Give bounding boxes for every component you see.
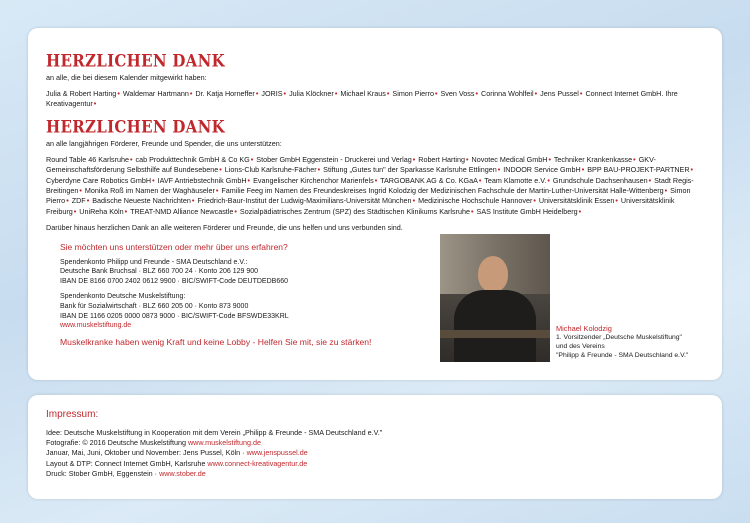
bullet-separator: • [648, 175, 652, 185]
bullet-separator: • [283, 89, 287, 98]
bank-account-1: Spendenkonto Philipp und Freunde - SMA Deutschland e.V.: Deutsche Bank Bruchsal · BLZ 660 700 24 · Konto 206 129 900 IBAN DE 8166 0700 2402 0612 9900 · BIC/SWIFT-Code DEUTDEDB660 [60, 258, 289, 285]
list-item: GKV-Gemeinschaftsförderung Selbsthilfe auf Bundesebene [46, 154, 656, 175]
bullet-separator: • [247, 175, 251, 185]
list-item: Lions-Club Karlsruhe-Fächer [224, 165, 317, 175]
thanks-subtitle-2: an alle langjährigen Förderer, Freunde und Spender, die uns unterstützen: [46, 138, 282, 148]
bullet-separator: • [664, 186, 668, 196]
thanks-heading-1: HERZLICHEN DANK [46, 50, 225, 71]
bullet-separator: • [191, 196, 195, 206]
bullet-separator: • [374, 175, 378, 185]
bullet-separator: • [578, 206, 582, 216]
list-item: Universitätsklinik Essen [538, 196, 615, 206]
list-item: TREAT-NMD Alliance Newcastle [130, 206, 234, 216]
list-item: Waldemar Hartmann [122, 89, 189, 98]
bullet-separator: • [534, 89, 538, 98]
bullet-separator: • [475, 89, 478, 98]
bullet-separator: • [219, 165, 222, 175]
list-item: JORIS [261, 89, 283, 98]
bullet-separator: • [117, 89, 120, 98]
bullet-separator: • [334, 89, 338, 98]
caption-name: Michael Kolodzig [556, 324, 612, 333]
list-item: Evangelischer Kirchenchor Marienfels [253, 175, 374, 185]
list-item: TARGOBANK AG & Co. KGaA [380, 175, 478, 185]
bullet-separator: • [581, 165, 585, 175]
bullet-separator: • [152, 175, 155, 185]
slogan: Muskelkranke haben wenig Kraft und keine Lobby - Helfen Sie mit, sie zu stärken! [60, 336, 372, 347]
list-item: Grundschule Dachsenhausen [552, 175, 648, 185]
connect-link[interactable]: www.connect-kreativagentur.de [207, 458, 308, 468]
list-item: IAVF Antriebstechnik GmbH [157, 175, 247, 185]
list-item: Monika Roß im Namen der Waghäuseler [84, 186, 215, 196]
list-item: Connect Internet GmbH. Ihre Kreativagentur [46, 89, 678, 109]
closing-text: Darüber hinaus herzlichen Dank an alle weiteren Förderer und Freunde, die uns helfen und uns verbunden sind. [46, 223, 403, 233]
bullet-separator: • [255, 89, 259, 98]
list-item: Julia & Robert Harting [46, 89, 117, 98]
list-item: Novotec Medical GmbH [471, 154, 548, 164]
bullet-separator: • [189, 89, 193, 98]
bullet-separator: • [86, 196, 90, 206]
bullet-separator: • [93, 99, 97, 109]
list-item: Cyberdyne Care Robotics GmbH [46, 175, 152, 185]
list-item: UniReha Köln [79, 206, 124, 216]
bullet-separator: • [690, 165, 694, 175]
supporters-list [46, 155, 704, 217]
bullet-separator: • [533, 196, 536, 206]
bullet-separator: • [79, 186, 82, 196]
bullet-separator: • [478, 175, 482, 185]
bullet-separator: • [412, 154, 416, 164]
bullet-separator: • [73, 206, 77, 216]
list-item: Simon Pierro [46, 186, 691, 206]
list-item: cab Produkttechnik GmbH & Co KG [135, 154, 250, 164]
list-item: Techniker Krankenkasse [553, 154, 633, 164]
list-item: Robert Harting [418, 154, 465, 164]
list-item: Julia Klöckner [289, 89, 334, 98]
imprint-card [28, 395, 722, 499]
portrait-photo [440, 234, 550, 362]
list-item: Corinna Wohlfeil [481, 89, 534, 98]
list-item: Simon Pierro [392, 89, 434, 98]
list-item: Jens Pussel [540, 89, 579, 98]
list-item: BPP BAU-PROJEKT-PARTNER [587, 165, 690, 175]
bullet-separator: • [471, 206, 474, 216]
list-item: Universitätsklinik Freiburg [46, 196, 675, 216]
list-item: INDOOR Service GmbH [503, 165, 581, 175]
contributors-list [46, 89, 704, 110]
photo-link[interactable]: www.muskelstiftung.de [187, 438, 262, 448]
bullet-separator: • [250, 154, 254, 164]
list-item: Michael Kraus [340, 89, 386, 98]
bullet-separator: • [497, 165, 501, 175]
bullet-separator: • [412, 196, 416, 206]
bullet-separator: • [548, 154, 551, 164]
thanks-subtitle-1: an alle, die bei diesem Kalender mitgewirkt haben: [46, 73, 207, 82]
bullet-separator: • [386, 89, 390, 98]
bullet-separator: • [633, 154, 636, 164]
list-item: Round Table 46 Karlsruhe [46, 154, 129, 164]
list-item: Stiftung „Gutes tun" der Sparkasse Karlsruhe Ettlingen [323, 165, 497, 175]
list-item: Badische Neueste Nachrichten [92, 196, 191, 206]
imprint-title: Impressum: [46, 409, 99, 420]
bullet-separator: • [129, 154, 133, 164]
bullet-separator: • [124, 206, 128, 216]
bullet-separator: • [317, 165, 321, 175]
bank-account-2: Spendenkonto Deutsche Muskelstiftung: Bank für Sozialwirtschaft · BLZ 660 205 00 · Konto 873 9000 IBAN DE 1166 0205 0000 0873 9000 · BIC/SWIFT-Code BFSWDE33KRL www.muskelstiftung.de [60, 292, 436, 330]
muskelstiftung-link[interactable]: www.muskelstiftung.de [60, 322, 132, 330]
thanks-heading-2: HERZLICHEN DANK [46, 116, 225, 137]
bullet-separator: • [215, 186, 219, 196]
bullet-separator: • [434, 89, 438, 98]
list-item: Team Klamotte e.V. [484, 175, 547, 185]
list-item: Familie Feeg im Namen des Freundeskreises Ingrid Kolodzig der Medizinischen Fachschule der Martin-Luther-Universität Halle-Wittenberg [221, 186, 664, 196]
list-item: Medizinische Hochschule Hannover [418, 196, 533, 206]
list-item: SAS Institute GmbH Heidelberg [476, 206, 578, 216]
list-item: Friedrich-Baur-Institut der Ludwig-Maximilians-Universität München [197, 196, 412, 206]
list-item: Stober GmbH Eggenstein - Druckerei und Verlag [256, 154, 412, 164]
bullet-separator: • [234, 206, 237, 216]
bullet-separator: • [547, 175, 550, 185]
bullet-separator: • [466, 154, 469, 164]
photo-caption: Michael Kolodzig 1. Vorsitzender „Deutsche Muskelstiftung" und des Vereins "Philipp & Freunde - SMA Deutschland e.V." [556, 324, 689, 359]
list-item: Dr. Katja Horneffer [195, 89, 255, 98]
bullet-separator: • [66, 196, 69, 206]
list-item: Sven Voss [440, 89, 475, 98]
list-item: Sozialpädiatrisches Zentrum (SPZ) des Städtischen Klinikums Karlsruhe [239, 206, 471, 216]
bullet-separator: • [579, 89, 583, 98]
bullet-separator: • [615, 196, 618, 206]
list-item: ZDF [71, 196, 86, 206]
stober-link[interactable]: www.stober.de [159, 468, 206, 478]
thanks-card [28, 28, 722, 380]
list-item: Stadt Regis-Breitingen [46, 175, 694, 196]
imprint-text: Idee: Deutsche Muskelstiftung in Kooperation mit dem Verein „Philipp & Freunde - SMA Deutschland e.V." Fotografie: © 2016 Deutsche Muskelstiftung www.muskelstiftung.de Januar, Mai, Juni, Oktober und November: Jens Pussel, Köln · www.jenspussel.de Layout & DTP: Connect Internet GmbH, Karlsruhe www.connect-kreativagentur.de Druck: Stober GmbH, Eggenstein · www.stober.de [46, 428, 383, 478]
support-question: Sie möchten uns unterstützen oder mehr über uns erfahren? [60, 241, 288, 252]
jenspussel-link[interactable]: www.jenspussel.de [246, 448, 308, 458]
